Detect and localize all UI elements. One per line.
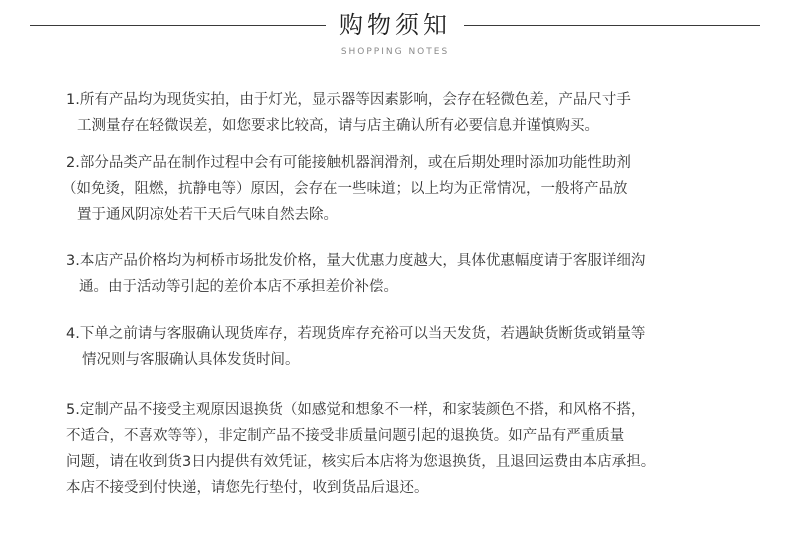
note-3-line-1: 3.本店产品价格均为柯桥市场批发价格，量大优惠力度越大，具体优惠幅度请于客服详细沟 [66,253,646,269]
note-5-line-1: 5.定制产品不接受主观原因退换货（如感觉和想象不一样，和家装颜色不搭，和风格不搭， [66,402,646,418]
note-4-line-2: 情况则与客服确认具体发货时间。 [82,352,300,368]
page-subtitle: SHOPPING NOTES [340,47,450,57]
note-5-line-2: 不适合，不喜欢等等），非定制产品不接受非质量问题引起的退换货。如产品有严重质量 [66,428,625,444]
note-2-line-2: （如免烫，阻燃，抗静电等）原因，会存在一些味道；以上均为正常情况，一般将产品放 [62,181,628,197]
note-5-line-4: 本店不接受到付快递，请您先行垫付，收到货品后退还。 [66,480,429,496]
note-1-line-2: 工测量存在轻微误差，如您要求比较高，请与店主确认所有必要信息并谨慎购买。 [77,118,599,134]
note-4-line-1: 4.下单之前请与客服确认现货库存，若现货库存充裕可以当天发货，若遇缺货断货或销量等 [66,326,646,342]
note-2-line-3: 置于通风阴凉处若干天后气味自然去除。 [77,207,338,223]
note-2-line-1: 2.部分品类产品在制作过程中会有可能接触机器润滑剂，或在后期处理时添加功能性助剂 [66,155,631,171]
note-3-line-2: 通。由于活动等引起的差价本店不承担差价补偿。 [79,279,398,295]
page-title: 购物须知 [339,11,451,39]
note-5-line-3: 问题，请在收到货3日内提供有效凭证，核实后本店将为您退换货，且退回运费由本店承担。 [66,454,656,470]
note-1-line-1: 1.所有产品均为现货实拍，由于灯光，显示器等因素影响，会存在轻微色差，产品尺寸手 [66,92,631,108]
